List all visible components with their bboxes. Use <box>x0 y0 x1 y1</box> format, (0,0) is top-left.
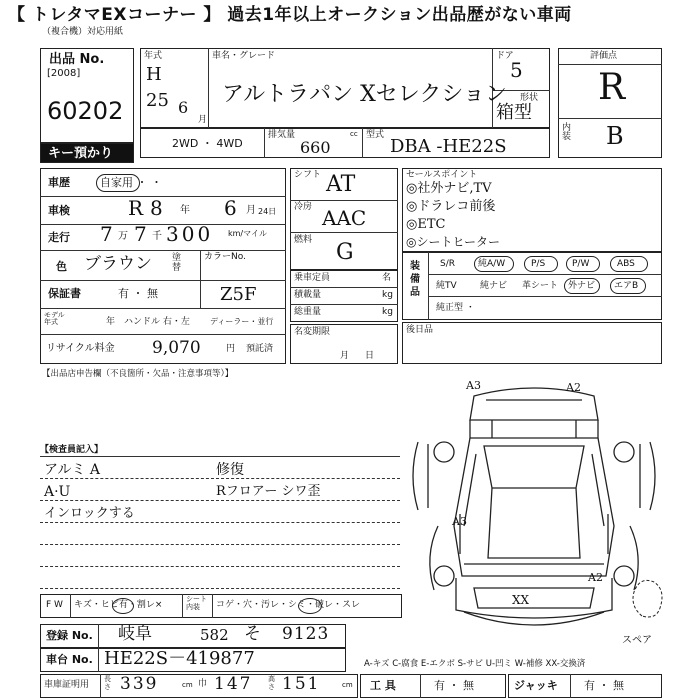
dims-label: 車庫証明用 <box>44 680 90 690</box>
name-change-label: 名変期限 <box>294 327 331 337</box>
equip-abs: ABS <box>617 259 635 269</box>
sales-point-4: ◎シートヒーター <box>406 235 500 249</box>
note-right-2: Rフロアー シワ歪 <box>216 484 321 499</box>
chassis-label: 車台 No. <box>46 653 93 666</box>
key-label: キー預かり <box>48 146 114 161</box>
note-left-2: A·U <box>44 484 71 500</box>
model-info-handle: ハンドル 右・左 <box>124 317 190 327</box>
doors-value: 5 <box>510 58 523 82</box>
shape-value: 箱型 <box>496 102 532 123</box>
passengers-unit: 名 <box>382 273 392 283</box>
diagram-mark-front-left: A3 <box>466 379 481 392</box>
lot-label: 出品 No. <box>49 52 105 67</box>
diagram-mark-front-right: A2 <box>566 381 581 394</box>
inspection-month-unit: 月 <box>246 205 256 216</box>
registration-place: 岐阜 <box>118 624 152 644</box>
note-left-1: アルミ A <box>44 462 101 478</box>
warranty-value: 有 ・ 無 <box>118 287 158 300</box>
dims-height-label: 高さ <box>268 675 275 691</box>
damage-legend: A-キズ C-腐食 E-エクボ S-サビ U-凹ミ W-補修 XX-交換済 <box>364 659 586 669</box>
chassis-value: HE22S－419877 <box>104 648 255 669</box>
equipment-label: 装備品 <box>410 261 420 298</box>
mileage-label: 走行 <box>48 231 70 244</box>
seat-label: シート内装 <box>186 595 207 611</box>
dims-height: 151 <box>282 674 321 694</box>
interior-label: 内装 <box>562 123 572 142</box>
note-right-1: 修復 <box>216 462 244 478</box>
equip-genuine: 純正型 ・ <box>436 303 475 313</box>
lot-year-tag: [2008] <box>47 68 81 79</box>
recycle-value: 9,070 <box>152 338 201 358</box>
registration-class: 582 <box>200 626 229 644</box>
diagram-roof <box>488 488 580 558</box>
diagram-rear <box>456 578 612 618</box>
inspection-era: R <box>128 196 144 220</box>
mileage-sen-unit: 千 <box>152 231 162 242</box>
fw-label: F W <box>46 600 63 610</box>
dims-width: 147 <box>214 674 253 694</box>
mileage-man-unit: 万 <box>118 231 128 242</box>
color-label: 色 <box>56 260 67 273</box>
sales-point-2: ◎ドラレコ前後 <box>406 199 496 214</box>
car-name-value: アルトラパン Xセレクション <box>222 82 507 107</box>
dims-length-unit: cm <box>182 681 193 689</box>
color-code-label: カラーNo. <box>204 252 246 262</box>
diagram-mark-rear-right: A2 <box>588 571 603 584</box>
equip-pw: P/W <box>572 259 590 269</box>
banner-subtitle: （複合機）対応用紙 <box>42 27 124 37</box>
lot-number: 60202 <box>47 97 124 125</box>
history-options: 自家用 ・ ・ <box>100 176 162 189</box>
sales-point-1: ◎社外ナビ,TV <box>406 181 492 196</box>
warranty-label: 保証書 <box>48 287 81 300</box>
diagram-body-outline <box>454 438 614 576</box>
model-code-value: DBA -HE22S <box>390 136 507 157</box>
recycle-label: リサイクル料金 <box>46 343 115 354</box>
model-info-dealer: ディーラー・並行 <box>210 317 274 326</box>
inspection-day: 24日 <box>258 207 277 216</box>
diagram-mark-rear-bumper: XX <box>512 593 530 607</box>
equip-tv: 純TV <box>436 281 457 291</box>
total-weight-unit: kg <box>382 307 393 317</box>
model-code-label: 型式 <box>366 130 385 140</box>
load-label: 積載量 <box>294 290 322 300</box>
model-year-year: 25 <box>146 90 169 111</box>
total-weight-label: 総重量 <box>294 307 322 317</box>
mileage-unit: km/マイル <box>228 229 267 238</box>
inspection-label: 車検 <box>48 204 70 217</box>
model-info-year-unit: 年 <box>106 317 116 327</box>
inspection-year-unit: 年 <box>180 205 190 216</box>
fuel-value: G <box>336 240 354 265</box>
name-change-unit: 月日 <box>340 351 391 361</box>
interior-value: B <box>606 122 624 150</box>
equip-leather: 革シート <box>522 281 559 291</box>
model-year-month: 6 <box>178 98 189 117</box>
lot-box <box>40 48 134 143</box>
aircon-label: 冷房 <box>294 202 313 212</box>
load-unit: kg <box>382 290 393 300</box>
model-info-label: モデル年式 <box>44 311 65 326</box>
mileage-man: 7 <box>100 222 113 246</box>
banner-title: 【 トレタマEXコーナー 】 過去1年以上オークション出品歴がない車両 <box>8 5 572 25</box>
seat-stain-circle <box>298 598 322 614</box>
dims-width-label: 巾 <box>198 679 208 689</box>
equip-ext-navi: 外ナビ <box>568 281 596 291</box>
displacement-value: 660 <box>300 138 331 157</box>
shift-value: AT <box>326 172 356 197</box>
fw-value: キズ・ヒビ有・割レ× <box>74 600 163 610</box>
registration-label: 登録 No. <box>46 629 93 642</box>
fuel-label: 燃料 <box>294 235 313 245</box>
model-year-label: 年式 <box>144 51 163 61</box>
color-value: ブラウン <box>84 254 152 274</box>
spare-tire-icon <box>633 580 662 617</box>
displacement-label: 排気量 <box>268 130 296 140</box>
spare-label: スペア <box>622 635 652 646</box>
passengers-label: 乗車定員 <box>294 273 331 283</box>
dims-length-label: 長さ <box>104 675 111 691</box>
displacement-unit: cc <box>350 130 358 138</box>
score-value: R <box>598 67 626 108</box>
key-box <box>40 143 134 163</box>
inspection-month: 6 <box>224 196 237 220</box>
seat-value: コゲ・穴・汚レ・シミ・破レ・スレ <box>216 600 361 610</box>
equip-navi: 純ナビ <box>480 281 508 291</box>
drive-value: 2WD ・ 4WD <box>172 137 243 150</box>
tools-label: 工 具 <box>370 679 396 692</box>
recycle-note: 預託済 <box>246 344 274 354</box>
recycle-unit: 円 <box>226 344 236 354</box>
equip-ps: P/S <box>531 259 546 269</box>
sales-point-3: ◎ETC <box>406 217 446 232</box>
later-items-label: 後日品 <box>406 325 434 335</box>
fw-crack-circle <box>112 598 134 614</box>
tools-value: 有 ・ 無 <box>434 679 474 692</box>
jack-value: 有 ・ 無 <box>584 679 624 692</box>
equip-airbag: エアB <box>614 281 639 291</box>
registration-number: 9123 <box>282 624 330 644</box>
model-year-era: H <box>146 64 162 85</box>
doors-label: ドア <box>496 51 514 61</box>
equip-aw: 純A/W <box>478 259 506 269</box>
diagram-mark-left-side: A3 <box>452 515 467 528</box>
diagram-windshield <box>484 446 584 488</box>
mileage-sen: 7 <box>134 222 147 246</box>
registration-kana: そ <box>244 624 261 644</box>
equip-sr: S/R <box>440 259 455 269</box>
declaration-label: 【出品店申告欄（不良箇所・欠品・注意事項等）】 <box>42 369 234 379</box>
shift-label: シフト <box>294 170 322 180</box>
mileage-rest: 300 <box>166 222 214 246</box>
shape-label: 形状 <box>520 93 539 103</box>
sales-points-label: セールスポイント <box>406 170 478 180</box>
model-year-month-unit: 月 <box>198 115 208 125</box>
color-code: Z5F <box>220 284 257 305</box>
car-name-label: 車名・グレード <box>212 51 276 61</box>
dims-length: 339 <box>120 674 159 694</box>
later-items-box <box>402 322 662 364</box>
paint-label: 塗替 <box>172 253 182 273</box>
note-left-3: インロックする <box>44 506 135 521</box>
inspector-label: 【検査員記入】 <box>40 445 104 455</box>
dims-height-unit: cm <box>342 681 353 689</box>
jack-label: ジャッキ <box>514 679 558 692</box>
history-label: 車歴 <box>48 176 70 189</box>
score-label: 評価点 <box>590 51 618 61</box>
car-damage-diagram <box>404 376 664 646</box>
aircon-value: AAC <box>322 206 367 230</box>
inspection-year: 8 <box>150 196 163 220</box>
